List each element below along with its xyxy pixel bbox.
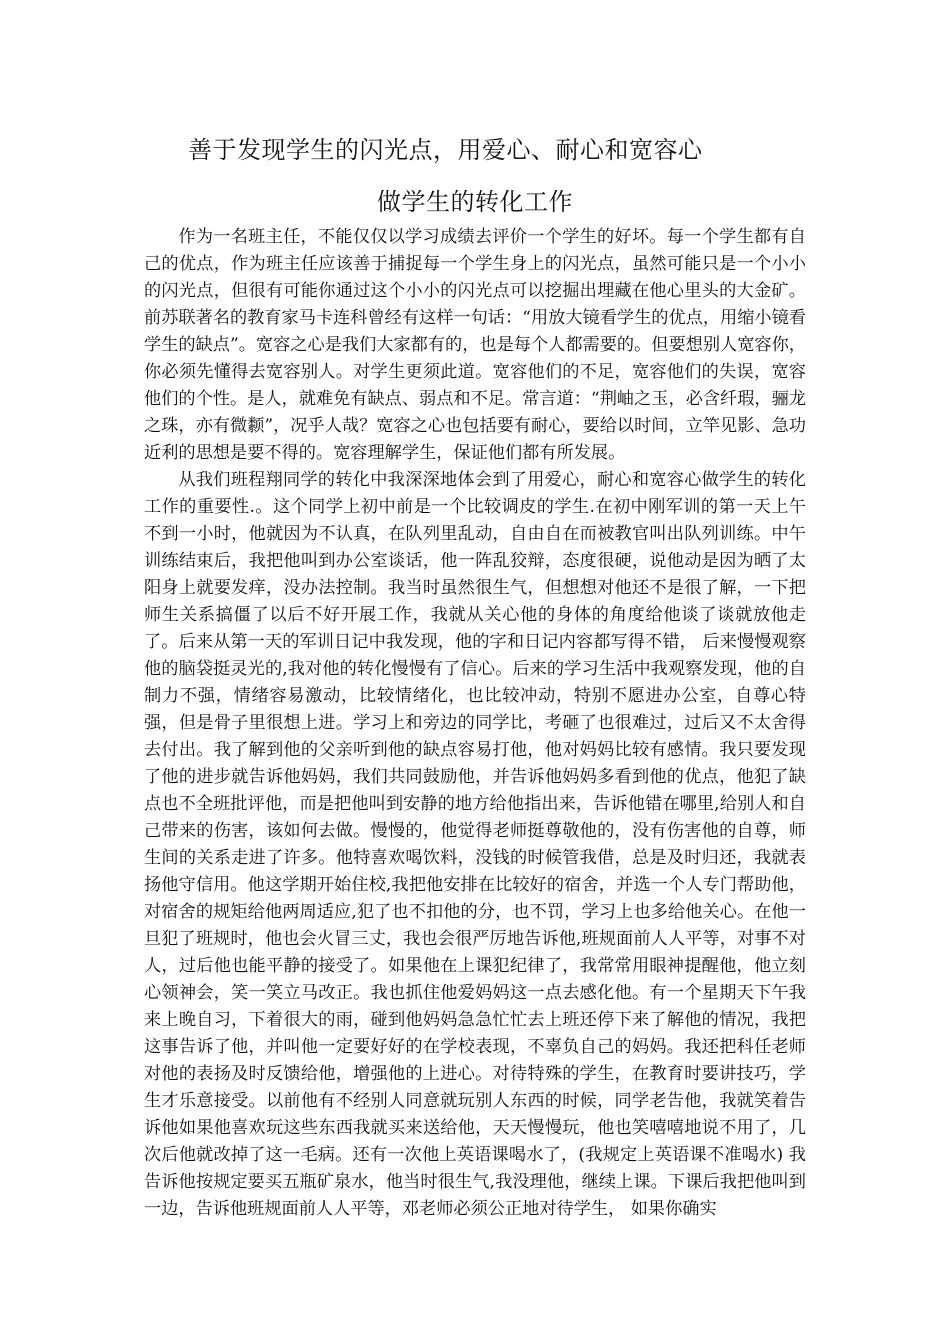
document-title-line-1: 善于发现学生的闪光点，用爱心、耐心和宽容心 <box>188 136 703 164</box>
paragraph-2: 从我们班程翔同学的转化中我深深地体会到了用爱心，耐心和宽容心做学生的转化工作的重要性.。这个同学上初中前是一个比较调皮的学生.在初中刚军训的第一天上午不到一小时，他就因为不认真，在队列里乱动，自由自在而被教官叫出队列训练。中午训练结束后，我把他叫到办公室谈话，他一阵乱狡辩，态度很硬，说他动是因为晒了太阳身上就要发痒，没办法控制。我当时虽然很生气，但想想对他还不是很了解，一下把师生关系搞僵了以后不好开展工作，我就从关心他的身体的角度给他谈了谈就放他走了。后来从第一天的军训日记中我发现，他的字和日记内容都写得不错， 后来慢慢观察他的脑袋挺灵光的,我对他的转化慢慢有了信心。后来的学习生活中我观察发现，他的自制力不强，情绪容易激动，比较情绪化，也比较冲动，特别不愿进办公室，自尊心特强，但是骨子里很想上进。学习上和旁边的同学比，考砸了也很难过，过后又不太舍得去付出。我了解到他的父亲听到他的缺点容易打他，他对妈妈比较有感情。我只要发现了他的进步就告诉他妈妈，我们共同鼓励他，并告诉他妈妈多看到他的优点，他犯了缺点也不全班批评他，而是把他叫到安静的地方给他指出来，告诉他错在哪里,给别人和自己带来的伤害，该如何去做。慢慢的，他觉得老师挺尊敬他的，没有伤害他的自尊，师生间的关系走进了许多。他特喜欢喝饮料，没钱的时候管我借，总是及时归还，我就表扬他守信用。他这学期开始住校,我把他安排在比较好的宿舍，并选一个人专门帮助他，对宿舍的规矩给他两周适应,犯了也不扣他的分，也不罚，学习上也多给他关心。在他一旦犯了班规时，他也会火冒三丈，我也会很严厉地告诉他,班规面前人人平等，对事不对人，过后他也能平静的接受了。如果他在上课犯纪律了，我常常用眼神提醒他，他立刻心领神会，笑一笑立马改正。我也抓住他爱妈妈这一点去感化他。有一个星期天下午我来上晚自习，下着很大的雨，碰到他妈妈急急忙忙去上班还停下来了解他的情况，我把这事告诉了他，并叫他一定要好好的在学校表现，不辜负自己的妈妈。我还把科任老师对他的表扬及时反馈给他，增强他的上进心。对待特殊的学生，在教育时要讲技巧，学生才乐意接受。以前他有不经别人同意就玩别人东西的时候，同学老告他，我就笑着告诉他如果他喜欢玩这些东西我就买来送给他，天天慢慢玩，他也笑嘻嘻地说不用了，几次后他就改掉了这一毛病。还有一次他上英语课喝水了，(我规定上英语课不准喝水) 我告诉他按规定要买五瓶矿泉水，他当时很生气,我没理他，继续上课。下课后我把他叫到一边，告诉他班规面前人人平等，邓老师必须公正地对待学生， 如果你确实 <box>144 470 806 1219</box>
paragraph-1: 作为一名班主任，不能仅仅以学习成绩去评价一个学生的好坏。每一个学生都有自己的优点，作为班主任应该善于捕捉每一个学生身上的闪光点，虽然可能只是一个小小的闪光点，但很有可能你通过这个小小的闪光点可以挖掘出埋藏在他心里头的大金矿。前苏联著名的教育家马卡连科曾经有这样一句话：“用放大镜看学生的优点，用缩小镜看学生的缺点”。宽容之心是我们大家都有的，也是每个人都需要的。但要想别人宽容你，你必须先懂得去宽容别人。对学生更须此道。宽容他们的不足，宽容他们的失误，宽容他们的个性。是人，就难免有缺点、弱点和不足。常言道：“荆岫之玉，必含纤瑕，骊龙之珠，亦有微颣”，况乎人哉？宽容之心也包括要有耐心，要给以时间，立竿见影、急功近利的思想是要不得的。宽容理解学生，保证他们都有所发展。 <box>144 227 806 463</box>
document-body <box>144 224 806 1223</box>
document-title-line-2: 做学生的转化工作 <box>377 188 573 216</box>
